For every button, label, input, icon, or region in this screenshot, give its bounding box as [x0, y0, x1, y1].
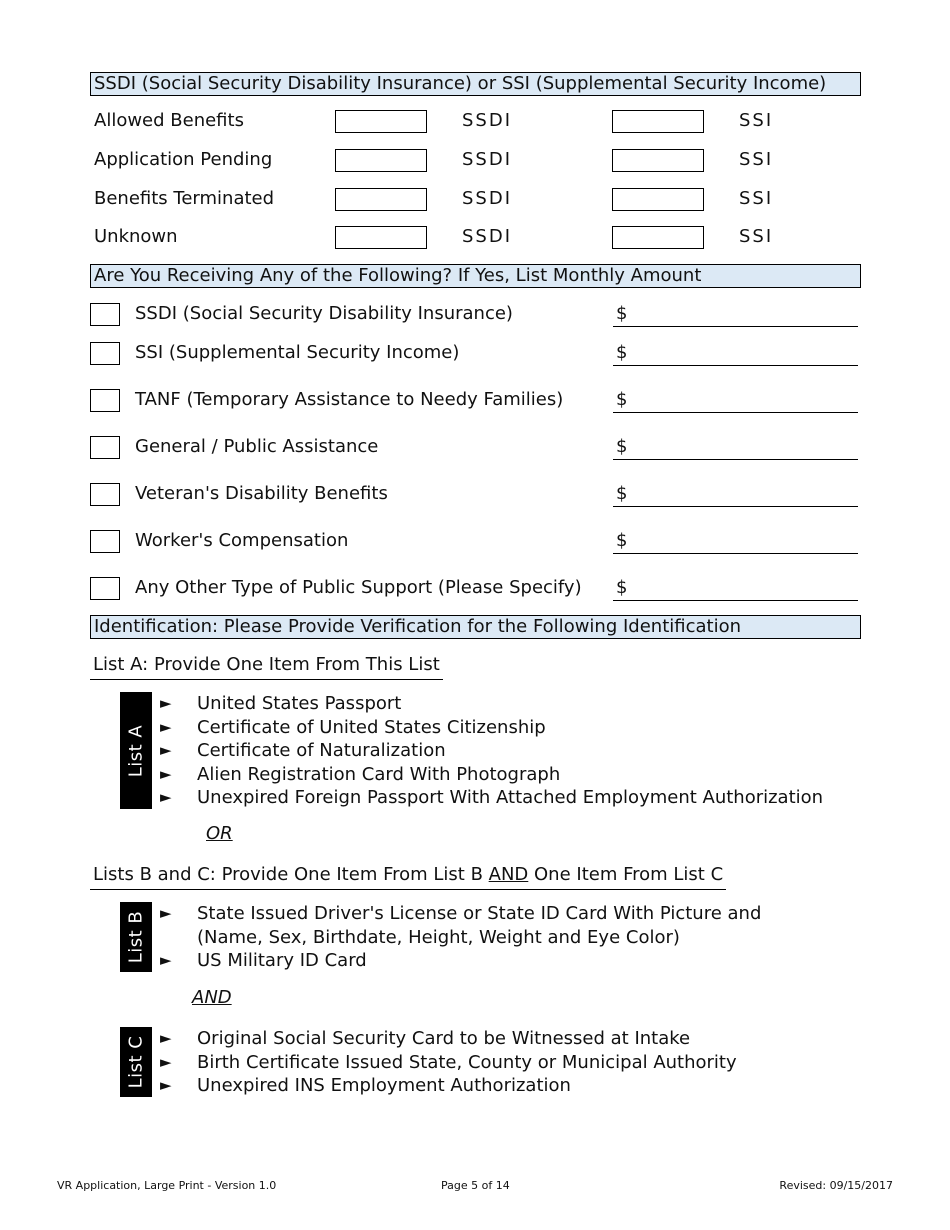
and-connector: AND: [192, 987, 232, 1008]
bullet-arrow-icon: ►: [160, 904, 172, 922]
identification-section-header: Identification: Please Provide Verification for the Following Identification: [90, 615, 861, 639]
benefits-terminated-ssi-box[interactable]: [612, 188, 704, 211]
benefits-terminated-label: Benefits Terminated: [94, 188, 275, 209]
application-pending-ssi-tag: SSI: [739, 149, 774, 170]
and-emphasis: AND: [488, 864, 529, 885]
benefits-terminated-ssdi-tag: SSDI: [462, 188, 513, 209]
unknown-ssi-box[interactable]: [612, 226, 704, 249]
unknown-ssi-tag: SSI: [739, 226, 774, 247]
workers-comp-checkbox[interactable]: [90, 530, 120, 553]
ssdi-income-checkbox[interactable]: [90, 303, 120, 326]
bullet-arrow-icon: ►: [160, 951, 172, 969]
list-item: ► United States Passport: [160, 693, 402, 714]
ssdi-amount-field[interactable]: [613, 302, 858, 327]
workers-comp-amount-field[interactable]: [613, 529, 858, 554]
bullet-arrow-icon: ►: [160, 717, 172, 736]
list-item-continuation: (Name, Sex, Birthdate, Height, Weight and Eye Color): [197, 926, 680, 948]
unknown-label: Unknown: [94, 226, 178, 247]
application-pending-label: Application Pending: [94, 149, 273, 170]
bullet-arrow-icon: ►: [160, 741, 172, 759]
allowed-benefits-label: Allowed Benefits: [94, 110, 244, 131]
bullet-arrow-icon: ►: [160, 1076, 172, 1094]
public-assistance-checkbox[interactable]: [90, 436, 120, 459]
unknown-ssdi-tag: SSDI: [462, 226, 513, 247]
list-c-items: [160, 1027, 737, 1098]
list-a-title: List A: Provide One Item From This List: [90, 653, 443, 680]
application-pending-ssi-box[interactable]: [612, 149, 704, 172]
list-item: ► State Issued Driver's License or State ID Card With Picture and: [160, 903, 762, 924]
application-pending-ssdi-box[interactable]: [335, 149, 427, 172]
other-support-amount-field[interactable]: [613, 576, 858, 601]
veteran-benefits-checkbox[interactable]: [90, 483, 120, 506]
income-section-header: Are You Receiving Any of the Following? If Yes, List Monthly Amount: [90, 264, 861, 288]
bullet-arrow-icon: ►: [160, 1052, 172, 1071]
list-a-tab: [120, 692, 152, 809]
list-b-tab: [120, 902, 152, 972]
list-a-tab-label: List A: [125, 724, 147, 777]
ssdi-section-header: SSDI (Social Security Disability Insurance) or SSI (Supplemental Security Income): [90, 72, 861, 96]
allowed-benefits-ssi-box[interactable]: [612, 110, 704, 133]
currency-symbol: $: [616, 577, 628, 598]
currency-symbol: $: [616, 530, 628, 551]
workers-comp-label: Worker's Compensation: [135, 530, 349, 551]
bullet-arrow-icon: ►: [160, 788, 172, 806]
list-item: ► Certificate of United States Citizenship: [160, 716, 546, 738]
currency-symbol: $: [616, 303, 628, 324]
list-c-tab-label: List C: [125, 1035, 147, 1089]
list-b-tab-label: List B: [125, 910, 147, 964]
currency-symbol: $: [616, 342, 628, 363]
currency-symbol: $: [616, 389, 628, 410]
footer-version: VR Application, Large Print - Version 1.0: [57, 1179, 277, 1192]
allowed-benefits-ssi-tag: SSI: [739, 110, 774, 131]
ssi-income-label: SSI (Supplemental Security Income): [135, 342, 460, 363]
bullet-arrow-icon: ►: [160, 764, 172, 783]
currency-symbol: $: [616, 436, 628, 457]
list-item: ► Unexpired INS Employment Authorization: [160, 1075, 571, 1096]
currency-symbol: $: [616, 483, 628, 504]
application-pending-ssdi-tag: SSDI: [462, 149, 513, 170]
bullet-arrow-icon: ►: [160, 694, 172, 712]
list-item: ► US Military ID Card: [160, 950, 367, 971]
ssi-income-checkbox[interactable]: [90, 342, 120, 365]
ssi-amount-field[interactable]: [613, 341, 858, 366]
bullet-arrow-icon: ►: [160, 1029, 172, 1047]
public-assistance-label: General / Public Assistance: [135, 436, 379, 457]
allowed-benefits-ssdi-box[interactable]: [335, 110, 427, 133]
list-item: ► Unexpired Foreign Passport With Attached Employment Authorization: [160, 787, 824, 808]
veteran-benefits-label: Veteran's Disability Benefits: [135, 483, 388, 504]
benefits-terminated-ssdi-box[interactable]: [335, 188, 427, 211]
list-item: ► Original Social Security Card to be Witnessed at Intake: [160, 1028, 691, 1049]
list-b-items: [160, 902, 761, 973]
tanf-amount-field[interactable]: [613, 388, 858, 413]
unknown-ssdi-box[interactable]: [335, 226, 427, 249]
tanf-income-checkbox[interactable]: [90, 389, 120, 412]
or-connector: OR: [206, 823, 233, 844]
footer-page-number: Page 5 of 14: [441, 1179, 510, 1192]
public-assistance-amount-field[interactable]: [613, 435, 858, 460]
other-support-label: Any Other Type of Public Support (Please Specify): [135, 577, 582, 598]
list-item: ► Alien Registration Card With Photograph: [160, 763, 561, 785]
veteran-benefits-amount-field[interactable]: [613, 482, 858, 507]
tanf-income-label: TANF (Temporary Assistance to Needy Families): [135, 389, 564, 410]
ssdi-income-label: SSDI (Social Security Disability Insurance): [135, 303, 513, 324]
benefits-terminated-ssi-tag: SSI: [739, 188, 774, 209]
list-c-tab: [120, 1027, 152, 1097]
list-bc-title: Lists B and C: Provide One Item From List B AND One Item From List C: [90, 863, 726, 890]
allowed-benefits-ssdi-tag: SSDI: [462, 110, 513, 131]
list-item: ► Birth Certificate Issued State, County or Municipal Authority: [160, 1051, 737, 1073]
list-item: ► Certificate of Naturalization: [160, 740, 446, 761]
other-support-checkbox[interactable]: [90, 577, 120, 600]
list-a-items: [160, 692, 823, 810]
footer-revised-date: Revised: 09/15/2017: [779, 1179, 893, 1192]
